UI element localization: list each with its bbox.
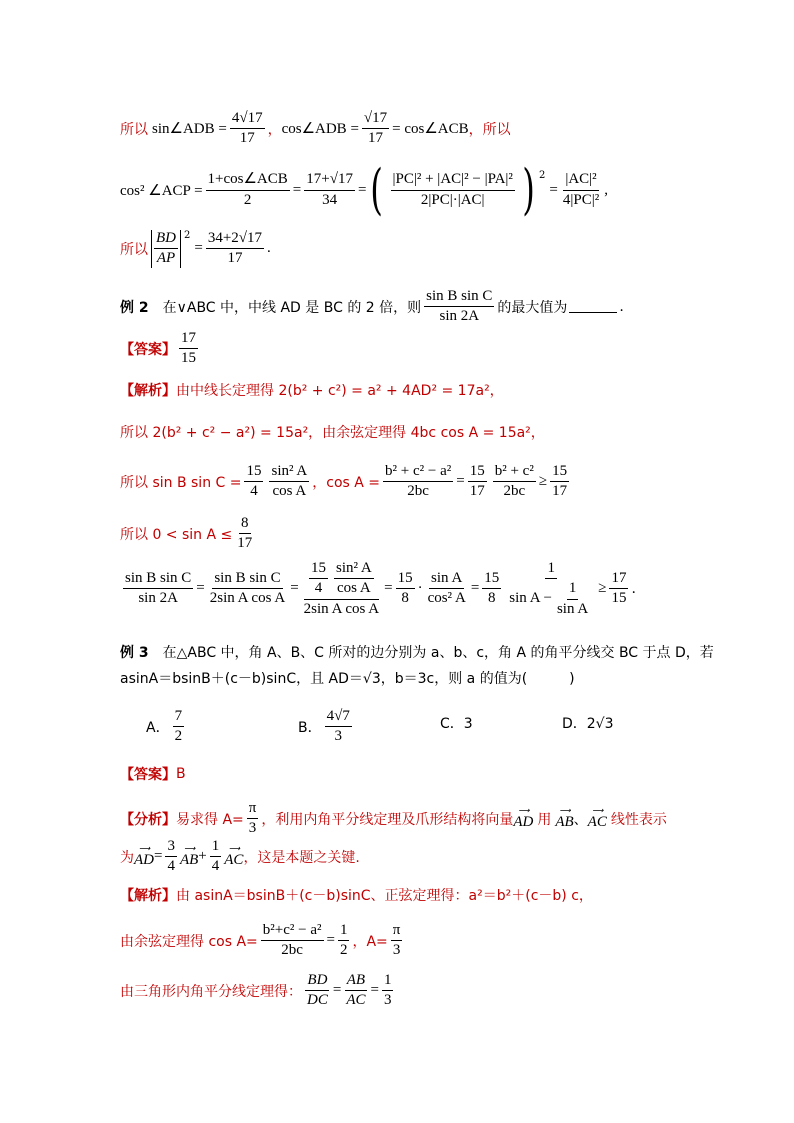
right-paren: ) [522, 158, 535, 221]
text: 在∨ABC 中，中线 AD 是 BC 的 2 倍，则 [162, 299, 422, 316]
fraction [261, 922, 324, 960]
fraction [396, 570, 415, 608]
equals: = [384, 580, 393, 597]
fraction [173, 708, 185, 746]
numerator: sin B sin C [424, 288, 494, 307]
denominator: 3 [334, 728, 342, 745]
text: asinA＝bsinB＋(c－b)sinC，且 AD＝√3，b＝3c，则 a 的值为( ) [120, 671, 575, 687]
vector-ab [555, 807, 573, 830]
fraction [338, 922, 350, 960]
fraction [555, 580, 590, 618]
numerator: b² + c² − a² [383, 463, 453, 482]
fraction [391, 171, 515, 209]
denominator: 2 [243, 191, 252, 208]
denominator: AC [346, 992, 366, 1009]
text: 所以 0 < sin A ≤ [120, 526, 233, 543]
equals: = [470, 580, 480, 597]
fraction [561, 171, 601, 209]
fraction [269, 463, 309, 501]
analysis-label: 【分析】 [120, 811, 176, 828]
solution-label: 【解析】 [120, 383, 176, 399]
text: 由中线长定理得 2(b² + c²) = a² + 4AD² = 17a²， [176, 383, 504, 399]
fraction [507, 560, 595, 618]
equals: = [370, 982, 379, 999]
numerator: AB [345, 972, 367, 991]
numerator: 17 [179, 330, 198, 349]
fraction [468, 463, 487, 501]
vector-arrow-icon: ⟶ [228, 844, 240, 854]
fraction [210, 838, 222, 876]
numerator: 17+√17 [304, 171, 355, 190]
vector-ad [134, 845, 154, 868]
fraction [424, 288, 494, 326]
denominator: 17 [227, 250, 243, 267]
choice-label: A． [146, 719, 170, 736]
numerator: b²+c² − a² [261, 922, 324, 941]
text: 由三角形内角平分线定理得： [120, 983, 302, 1000]
numerator: 15 [468, 463, 487, 482]
solution-label: 【解析】 [120, 888, 176, 904]
text: ，cos A = [312, 474, 381, 491]
answer-blank [569, 300, 617, 313]
numerator: 1 [382, 972, 394, 991]
exponent: 2 [184, 230, 191, 242]
denominator: 2 [174, 728, 183, 745]
denominator: sin A [556, 600, 589, 617]
fraction [344, 972, 367, 1010]
numerator: 15 [550, 463, 569, 482]
denominator: sin 2A [439, 308, 480, 325]
answer-label: 【答案】 [120, 767, 176, 783]
plus: + [198, 848, 207, 865]
vector-ac [224, 845, 243, 868]
numerator: sin B sin C [212, 570, 282, 589]
fraction [151, 230, 181, 268]
fraction [334, 560, 374, 598]
geq: ≥ [598, 580, 607, 597]
fraction [304, 171, 355, 209]
solution-line-4 [120, 515, 257, 553]
denominator: 2bc [407, 483, 429, 500]
numerator: 4√7 [325, 708, 352, 727]
numerator: b² + c² [493, 463, 536, 482]
numerator: 1 [210, 838, 222, 857]
denominator: 17 [552, 483, 568, 500]
text: ，A= [352, 933, 388, 950]
left-paren: ( [370, 158, 384, 221]
vector-ad [513, 807, 533, 830]
math: cos∠ADB = [281, 121, 359, 138]
example-label: 例 3 [120, 645, 149, 661]
text: 所以 [120, 241, 148, 258]
fraction [609, 570, 628, 608]
vector-text: AD [134, 852, 154, 869]
dot: · [417, 580, 423, 597]
answer-label: 【答案】 [120, 341, 176, 358]
text: ， [267, 121, 282, 138]
numerator: |AC|² [563, 171, 598, 190]
denominator: cos A [272, 483, 307, 500]
numerator: π [247, 800, 259, 819]
numerator: 4√17 [230, 110, 265, 129]
text: ，利用内角平分线定理及爪形结构将向量 [261, 811, 514, 828]
numerator: 15 [482, 570, 501, 589]
text: 为 [120, 849, 134, 866]
solution-line-5 [120, 560, 636, 618]
line-cos2-acp [120, 158, 608, 221]
choice-b[interactable] [298, 708, 355, 746]
equals: = [332, 982, 342, 999]
denominator: DC [307, 992, 328, 1009]
text: 线性表示 [610, 811, 667, 828]
equals: = [292, 181, 302, 198]
text: 所以 [120, 121, 148, 138]
vector-text: AC [587, 814, 607, 831]
example-3-line-2 [120, 668, 575, 688]
numerator: π [391, 922, 403, 941]
denominator: 4 [167, 858, 175, 875]
fraction [206, 230, 264, 268]
vector-arrow-icon: ⟶ [138, 844, 150, 854]
equals: = [357, 181, 367, 198]
fraction [165, 838, 177, 876]
fraction [179, 330, 198, 368]
text: ，所以 [468, 121, 511, 138]
equals: = [549, 181, 558, 198]
answer-3 [120, 764, 186, 784]
numerator: BD [305, 972, 329, 991]
numerator: √17 [362, 110, 389, 129]
fraction [235, 515, 254, 553]
numerator: 17 [609, 570, 628, 589]
vector-arrow-icon: ⟶ [592, 806, 603, 816]
line-sin-cos-adb [120, 110, 511, 148]
denominator: 2 [339, 942, 348, 959]
text: 用 [537, 811, 552, 828]
numerator: 7 [173, 708, 185, 727]
numerator: 15 [309, 560, 328, 579]
numerator: sin² A [334, 560, 374, 579]
fraction [382, 972, 394, 1010]
numerator: 34+2√17 [206, 230, 264, 249]
denominator: 2|PC|·|AC| [420, 191, 485, 208]
denominator: 4|PC|² [562, 191, 600, 208]
vector-arrow-icon: ⟶ [183, 844, 195, 854]
period: . [619, 298, 624, 315]
solution-line-3 [120, 463, 572, 501]
period: . [631, 580, 636, 597]
fraction [383, 463, 453, 501]
numerator: 1+cos∠ACB [206, 171, 290, 190]
math: cos² ∠ACP = [120, 182, 203, 199]
denominator: cos A [336, 580, 371, 597]
fraction [391, 922, 403, 960]
denominator: 2bc [503, 483, 526, 500]
denominator: 8 [401, 590, 409, 607]
fraction [123, 570, 193, 608]
text: sin A − [509, 590, 552, 607]
vector-ac [588, 807, 607, 830]
comma: , [604, 181, 608, 198]
denominator: 3 [392, 942, 401, 959]
solution3-line-3 [120, 972, 396, 1010]
solution3-line-1 [120, 885, 593, 905]
vector-arrow-icon: ⟶ [518, 806, 529, 816]
text: 由余弦定理得 cos A= [120, 933, 258, 950]
denominator: 8 [488, 590, 496, 607]
exponent: 2 [539, 169, 546, 181]
vector-text: AB [179, 852, 199, 869]
period: . [267, 240, 271, 257]
solution3-line-2 [120, 922, 405, 960]
fraction [362, 110, 389, 148]
denominator: 3 [383, 992, 392, 1009]
text: 的最大值为 [497, 299, 568, 316]
vector-arrow-icon: ⟶ [559, 806, 570, 816]
denominator: 17 [469, 483, 485, 500]
denominator: cos² A [427, 590, 466, 607]
answer-value: B [176, 766, 186, 782]
vector-text: AC [224, 852, 244, 869]
equals: = [196, 580, 205, 597]
equals: = [326, 932, 335, 949]
numerator: sin² A [269, 463, 309, 482]
choice-a[interactable] [146, 708, 187, 746]
equals: = [194, 240, 203, 257]
denominator: 17 [239, 130, 255, 147]
example-3-line-1 [120, 642, 714, 662]
denominator: 3 [248, 820, 257, 837]
vector-ab [180, 845, 198, 868]
analysis-line-1 [120, 800, 667, 838]
denominator: 34 [322, 191, 338, 208]
choice-d[interactable]: D．2√3 [562, 716, 614, 732]
choice-label: B． [298, 719, 322, 736]
example-label: 例 2 [120, 299, 149, 316]
geq: ≥ [538, 473, 548, 490]
equals: = [456, 473, 465, 490]
solution-line-2 [120, 422, 545, 442]
vector-text: AB [555, 814, 574, 831]
fraction [426, 570, 468, 608]
denominator: 2bc [281, 942, 303, 959]
numerator: 1 [338, 922, 350, 941]
math: = cos∠ACB [392, 121, 469, 138]
denominator [507, 579, 595, 618]
text: 在△ABC 中，角 A、B、C 所对的边分别为 a、b、c，角 A 的角平分线交 BC 于点 D，若 [162, 645, 714, 661]
numerator: 8 [239, 515, 251, 534]
denominator: 17 [368, 130, 384, 147]
text: 、 [573, 811, 588, 828]
fraction [550, 463, 569, 501]
fraction [206, 171, 290, 209]
denominator: 2sin A cos A [303, 600, 380, 617]
fraction [244, 463, 263, 501]
fraction [302, 560, 381, 618]
denominator: sin 2A [138, 590, 178, 607]
fraction [309, 560, 328, 598]
denominator: 4 [250, 483, 258, 500]
numerator: 3 [165, 838, 177, 857]
fraction [208, 570, 287, 608]
line-bd-ap [120, 230, 271, 268]
fraction [493, 463, 536, 501]
fraction [247, 800, 259, 838]
denominator: 4 [314, 580, 323, 597]
text: 所以 2(b² + c² − a²) = 15a²，由余弦定理得 4bc cos A = 15a²， [120, 425, 545, 441]
solution-line-1 [120, 380, 504, 400]
numerator: sin A [429, 570, 464, 589]
fraction [305, 972, 330, 1010]
denominator: 15 [611, 590, 627, 607]
text: 易求得 A= [176, 811, 244, 828]
equals: = [290, 580, 299, 597]
denominator: AP [156, 250, 176, 267]
numerator: 1 [567, 580, 579, 599]
analysis-line-2 [120, 838, 360, 876]
vector-text: AD [513, 814, 534, 831]
numerator: 1 [545, 560, 557, 579]
denominator: 2sin A cos A [209, 590, 286, 607]
numerator [304, 560, 379, 600]
numerator: 15 [396, 570, 415, 589]
numerator: 15 [244, 463, 263, 482]
denominator: 17 [237, 535, 253, 552]
numerator: |PC|² + |AC|² − |PA|² [391, 171, 515, 190]
example-2 [120, 288, 624, 326]
choice-c[interactable]: C．3 [440, 716, 473, 732]
text: 由 asinA＝bsinB＋(c－b)sinC、正弦定理得：a²＝b²＋(c－b) c， [176, 888, 593, 904]
numerator: BD [154, 230, 178, 249]
math: sin∠ADB = [152, 121, 227, 138]
denominator: 15 [181, 350, 196, 367]
fraction [325, 708, 352, 746]
text: 所以 sin B sin C = [120, 474, 242, 491]
equals: = [154, 848, 163, 865]
denominator: 4 [211, 858, 220, 875]
fraction [230, 110, 265, 148]
fraction [482, 570, 501, 608]
text: ，这是本题之关键. [243, 849, 360, 866]
numerator: sin B sin C [123, 570, 193, 589]
answer-2 [120, 330, 201, 368]
